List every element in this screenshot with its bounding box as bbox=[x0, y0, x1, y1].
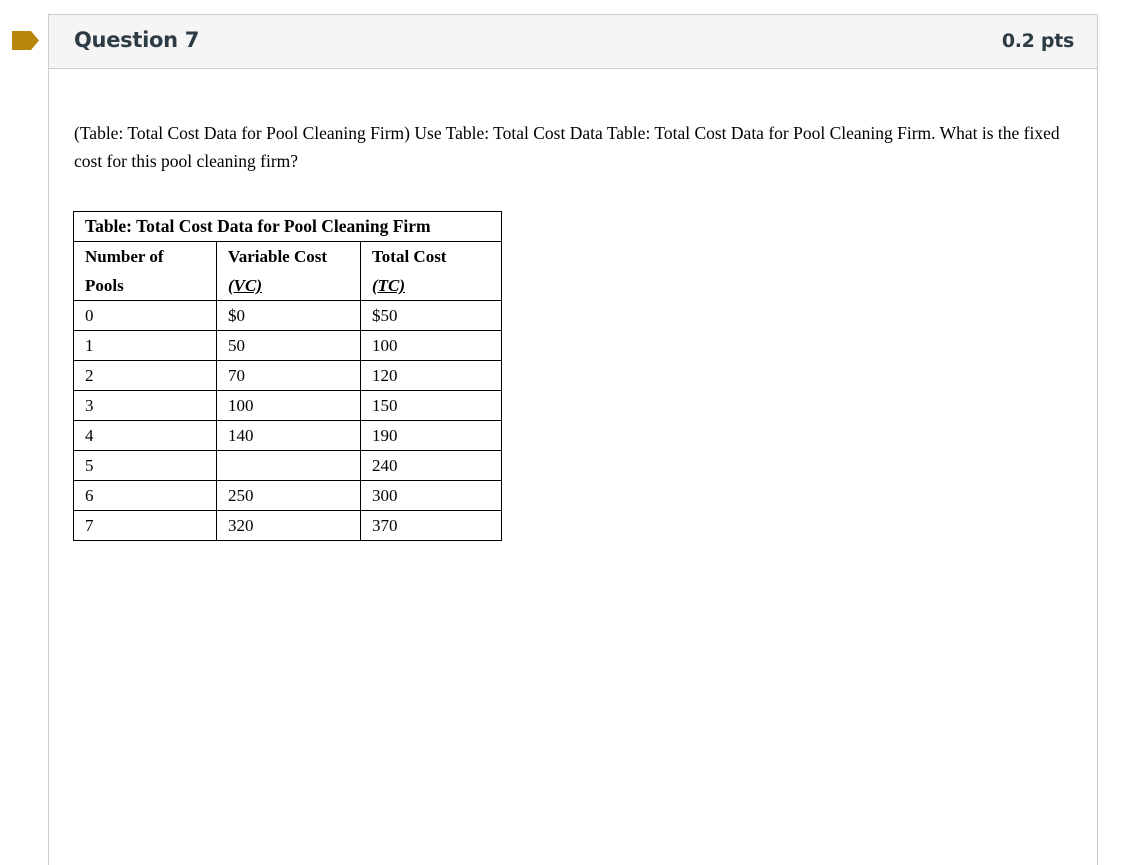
table-row bbox=[74, 481, 502, 511]
table-cell-pools: 4 bbox=[74, 421, 217, 451]
table-cell-vc: 100 bbox=[217, 391, 361, 421]
table-cell-tc: 190 bbox=[361, 421, 502, 451]
table-row bbox=[74, 511, 502, 541]
table-cell-tc: 300 bbox=[361, 481, 502, 511]
flag-question-icon[interactable] bbox=[12, 31, 39, 50]
column-header-variable-cost: Variable Cost (VC) bbox=[217, 242, 361, 301]
table-cell-tc: 100 bbox=[361, 331, 502, 361]
table-cell-tc: 120 bbox=[361, 361, 502, 391]
table-cell-pools: 3 bbox=[74, 391, 217, 421]
question-title: Question 7 bbox=[74, 28, 200, 52]
table-cell-pools: 6 bbox=[74, 481, 217, 511]
table-cell-tc: $50 bbox=[361, 301, 502, 331]
table-cell-pools: 7 bbox=[74, 511, 217, 541]
question-text: (Table: Total Cost Data for Pool Cleaning Firm) Use Table: Total Cost Data Table: Total Cost Data for Pool Cleaning Firm. What is the fixed cost for this pool cleaning firm? bbox=[74, 123, 1060, 171]
table-cell-vc: 140 bbox=[217, 421, 361, 451]
cost-data-table bbox=[73, 211, 502, 541]
table-header-row bbox=[74, 242, 502, 301]
table-cell-pools: 2 bbox=[74, 361, 217, 391]
table-cell-vc: 70 bbox=[217, 361, 361, 391]
table-row bbox=[74, 391, 502, 421]
table-cell-tc: 150 bbox=[361, 391, 502, 421]
table-row bbox=[74, 361, 502, 391]
table-cell-pools: 5 bbox=[74, 451, 217, 481]
question-points: 0.2 pts bbox=[1001, 30, 1074, 52]
table-cell-tc: 370 bbox=[361, 511, 502, 541]
table-row bbox=[74, 421, 502, 451]
table-caption: Table: Total Cost Data for Pool Cleaning Firm bbox=[74, 212, 502, 242]
table-cell-vc: 320 bbox=[217, 511, 361, 541]
column-header-pools: Number of Pools bbox=[74, 242, 217, 301]
table-cell-pools: 0 bbox=[74, 301, 217, 331]
question-card bbox=[48, 14, 1098, 865]
table-cell-tc: 240 bbox=[361, 451, 502, 481]
question-header bbox=[49, 15, 1097, 69]
table-cell-vc: 250 bbox=[217, 481, 361, 511]
column-header-total-cost: Total Cost (TC) bbox=[361, 242, 502, 301]
table-row bbox=[74, 301, 502, 331]
table-cell-vc: $0 bbox=[217, 301, 361, 331]
table-row bbox=[74, 331, 502, 361]
table-cell-pools: 1 bbox=[74, 331, 217, 361]
table-cell-vc bbox=[217, 451, 361, 481]
table-cell-vc: 50 bbox=[217, 331, 361, 361]
table-row bbox=[74, 451, 502, 481]
